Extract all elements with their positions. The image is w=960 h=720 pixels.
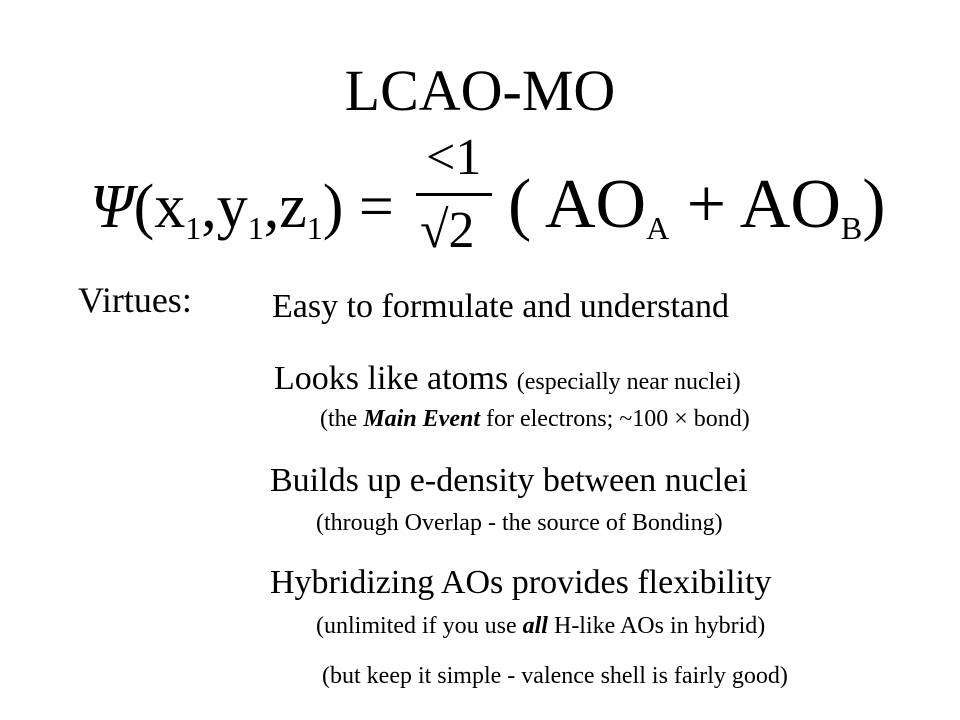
eq-lhs-sep2: ,z xyxy=(263,173,307,241)
eq-sub-y: 1 xyxy=(247,210,264,246)
virtue-item-density: Builds up e-density between nuclei xyxy=(270,462,748,499)
eq-rhs-open: ( AO xyxy=(508,166,647,243)
psi-symbol: Ψ xyxy=(90,173,134,241)
fraction-denominator: √2 xyxy=(420,202,475,259)
virtue-item-formulate: Easy to formulate and understand xyxy=(272,288,729,325)
virtue-item-hybridizing: Hybridizing AOs provides flexibility xyxy=(270,564,772,601)
eq-sub-z: 1 xyxy=(306,210,323,246)
virtue-item-atoms-main: Looks like atoms xyxy=(274,360,517,397)
fraction-bar xyxy=(416,193,492,196)
eq-sub-b: B xyxy=(840,210,863,246)
atoms-sub-pre: (the xyxy=(320,406,364,432)
equation-rhs xyxy=(508,166,886,246)
hybrid-sub-pre: (unlimited if you use xyxy=(316,613,523,639)
eq-sub-x: 1 xyxy=(185,210,202,246)
virtue-item-density-sub: (through Overlap - the source of Bonding) xyxy=(316,510,723,536)
virtues-label: Virtues: xyxy=(78,280,192,320)
eq-lhs-close: ) = xyxy=(322,173,394,241)
equation-lhs xyxy=(90,173,394,246)
virtue-item-atoms-note: (especially near nuclei) xyxy=(516,369,741,395)
eq-lhs-sep1: ,y xyxy=(201,173,248,241)
eq-rhs-plus: + AO xyxy=(669,166,841,243)
hybrid-sub-post: H-like AOs in hybrid) xyxy=(547,613,766,639)
atoms-sub-emphasis: Main Event xyxy=(363,406,480,432)
atoms-sub-post: for electrons; ~100 × bond) xyxy=(480,406,750,432)
eq-rhs-close: ) xyxy=(862,166,886,243)
slide-title: LCAO-MO xyxy=(344,58,616,123)
virtue-item-atoms xyxy=(274,362,741,396)
virtue-item-simple-note: (but keep it simple - valence shell is fairly good) xyxy=(322,663,788,689)
hybrid-sub-emphasis: all xyxy=(522,613,548,639)
fraction-numerator: <1 xyxy=(426,129,482,186)
virtue-item-hybridizing-sub xyxy=(316,614,765,638)
eq-sub-a: A xyxy=(646,210,670,246)
virtue-item-atoms-sub xyxy=(320,407,750,431)
eq-lhs-open: (x xyxy=(133,173,186,241)
